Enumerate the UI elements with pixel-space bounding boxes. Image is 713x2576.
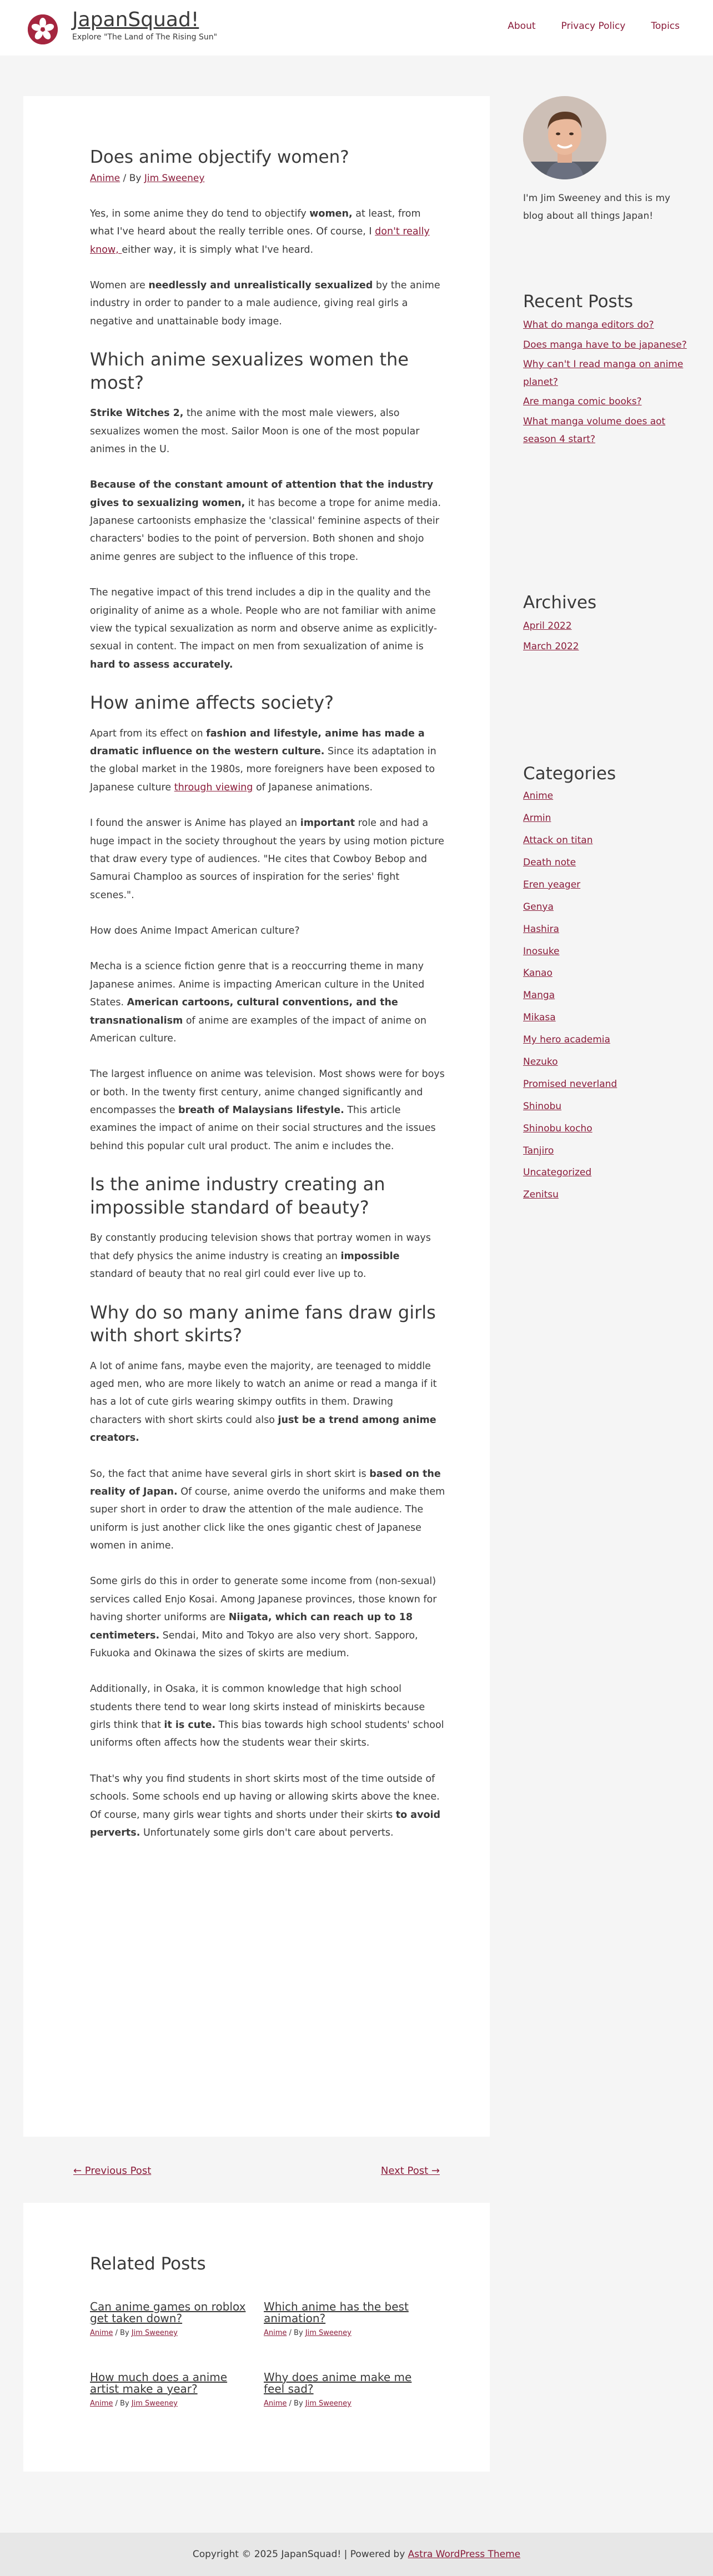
paragraph: The negative impact of this trend includes a dip in the quality and the originality of anime as a whole. People who are not familiar with anime view the typical sexualization as norm and observe anime as explicitly-sexual in content. The impact on men from sexualization of anime is hard to assess accurately. bbox=[90, 587, 438, 670]
related-post-meta: Anime / By Jim Sweeney bbox=[264, 2329, 352, 2337]
paragraph: Additionally, in Osaka, it is common knowledge that high school students there tend to wear long skirts instead of miniskirts because girls think that it is cute. This bias towards high school students' school uniforms often affects how the students wear their skirts. bbox=[90, 1683, 444, 1749]
recent-post-link[interactable]: Does manga have to be japanese? bbox=[523, 339, 687, 350]
related-posts bbox=[23, 2203, 490, 2472]
site-title-link[interactable]: JapanSquad! bbox=[72, 8, 199, 31]
copyright-text: Copyright © 2025 JapanSquad! | Powered by bbox=[192, 2549, 408, 2560]
paragraph: How does Anime Impact American culture? bbox=[90, 925, 300, 937]
nav-about[interactable]: About bbox=[508, 21, 536, 32]
paragraph: By constantly producing television shows that portray women in ways that defy physics the anime industry is creating an impossible standard of beauty that no real girl could ever live up to. bbox=[90, 1232, 431, 1280]
category-link[interactable]: Anime bbox=[264, 2399, 287, 2408]
category-link[interactable]: Manga bbox=[523, 990, 555, 1001]
category-link[interactable]: My hero academia bbox=[523, 1034, 610, 1046]
paragraph: I found the answer is Anime has played an important role and had a huge impact in the society throughout the years by using motion picture that draw every type of audiences. "He cites that Cowboy Bebop and Samurai Champloo as sources of inspiration for the series' fight scenes.". bbox=[90, 818, 444, 901]
category-link[interactable]: Mikasa bbox=[523, 1012, 556, 1024]
category-link[interactable]: Death note bbox=[523, 856, 576, 868]
previous-post-link[interactable]: ← Previous Post bbox=[73, 2165, 152, 2177]
category-link[interactable]: Anime bbox=[90, 173, 120, 184]
site-footer bbox=[0, 2533, 713, 2576]
paragraph: That's why you find students in short skirts most of the time outside of schools. Some schools end up having or allowing skirts above the knee. Of course, many girls wear tights and shorts under their skirts to avoid perverts. Unfortunately some girls don't care about perverts. bbox=[90, 1773, 441, 1838]
post-meta bbox=[90, 172, 445, 186]
related-post bbox=[264, 2301, 425, 2339]
related-post-title-link[interactable]: Can anime games on roblox get taken down? bbox=[90, 2300, 246, 2325]
section-heading: Is the anime industry creating an impossible standard of beauty? bbox=[90, 1174, 385, 1218]
related-post-title-link[interactable]: How much does a anime artist make a year? bbox=[90, 2370, 228, 2395]
paragraph: The largest influence on anime was television. Most shows were for boys or both. In the twenty first century, anime changed significantly and encompasses the breath of Malaysians lifestyle. This article examines the impact of anime on their social structures and the issues behind this popular cult ural product. The anim e includes the. bbox=[90, 1069, 445, 1152]
meta-separator: / By bbox=[120, 173, 144, 184]
category-link[interactable]: Genya bbox=[523, 901, 554, 913]
archive-link[interactable]: April 2022 bbox=[523, 620, 572, 632]
article-content bbox=[90, 146, 445, 1860]
category-link[interactable]: Shinobu kocho bbox=[523, 1122, 593, 1134]
sakura-flower-icon[interactable] bbox=[28, 14, 58, 44]
category-link[interactable]: Anime bbox=[90, 2329, 113, 2337]
related-post bbox=[264, 2372, 425, 2409]
paragraph: Some girls do this in order to generate some income from (non-sexual) services called Enjo Kosai. Among Japanese provinces, those known for having shorter uniforms are Niigata, which can reach up to 18 centimeters. Sendai, Mito and Tokyo are also very short. Sapporo, Fukuoka and Okinawa the sizes of skirts are medium. bbox=[90, 1576, 437, 1659]
related-post bbox=[90, 2301, 251, 2339]
category-link[interactable]: Attack on titan bbox=[523, 835, 593, 846]
widget-title: Archives bbox=[523, 593, 597, 613]
category-link[interactable]: Promised neverland bbox=[523, 1078, 617, 1090]
author-bio: I'm Jim Sweeney and this is my blog about all things Japan! bbox=[523, 193, 671, 222]
recent-post-link[interactable]: Why can't I read manga on anime planet? bbox=[523, 358, 684, 388]
paragraph: Yes, in some anime they do tend to objectify women, at least, from what I've heard about the really terrible ones. Of course, I don't really know, either way, it is simply what I've heard. bbox=[90, 208, 430, 255]
main-nav bbox=[508, 20, 680, 32]
category-link[interactable]: Hashira bbox=[523, 923, 559, 935]
section-heading: How anime affects society? bbox=[90, 692, 334, 714]
site-header bbox=[0, 0, 713, 56]
dont-really-know-link[interactable]: don't really know, bbox=[90, 226, 430, 255]
category-link[interactable]: Anime bbox=[523, 790, 554, 802]
category-link[interactable]: Kanao bbox=[523, 968, 553, 979]
article-title: Does anime objectify women? bbox=[90, 147, 349, 167]
widget-title: Recent Posts bbox=[523, 292, 634, 312]
related-post-meta: Anime / By Jim Sweeney bbox=[264, 2399, 352, 2408]
category-link[interactable]: Nezuko bbox=[523, 1056, 558, 1068]
section-heading: Which anime sexualizes women the most? bbox=[90, 349, 409, 393]
paragraph: Strike Witches 2, the anime with the most male viewers, also sexualizes women the most. Sailor Moon is one of the most popular animes in the U. bbox=[90, 408, 420, 455]
article-card bbox=[23, 96, 490, 2137]
nav-topics[interactable]: Topics bbox=[651, 21, 680, 32]
author-link[interactable]: Jim Sweeney bbox=[144, 173, 205, 184]
category-link[interactable]: Armin bbox=[523, 813, 551, 824]
archive-link[interactable]: March 2022 bbox=[523, 640, 579, 652]
category-link[interactable]: Zenitsu bbox=[523, 1189, 559, 1201]
related-posts-title: Related Posts bbox=[90, 2254, 206, 2274]
paragraph: So, the fact that anime have several girls in short skirt is based on the reality of Japan. Of course, anime overdo the uniforms and make them super short in order to draw the attention of the male audience. The uniform is just another click like the ones gigantic chest of Japanese women in anime. bbox=[90, 1468, 445, 1552]
author-link[interactable]: Jim Sweeney bbox=[305, 2399, 352, 2408]
paragraph: A lot of anime fans, maybe even the majority, are teenaged to middle aged men, who are more likely to watch an anime or read a manga if it has a lot of cute girls wearing skimpy outfits in them. Drawing characters with short skirts could also just be a trend among anime creators. bbox=[90, 1360, 437, 1444]
related-post-title-link[interactable]: Why does anime make me feel sad? bbox=[264, 2370, 412, 2395]
category-link[interactable]: Uncategorized bbox=[523, 1167, 592, 1179]
post-navigation bbox=[73, 2163, 440, 2180]
category-link[interactable]: Tanjiro bbox=[523, 1145, 554, 1156]
related-post bbox=[90, 2372, 251, 2409]
recent-posts-widget bbox=[523, 290, 690, 450]
recent-post-link[interactable]: What manga volume does aot season 4 start? bbox=[523, 415, 666, 445]
site-tagline: Explore "The Land of The Rising Sun" bbox=[72, 33, 218, 42]
sidebar bbox=[523, 96, 690, 1201]
paragraph: Mecha is a science fiction genre that is a reoccurring theme in many Japanese animes. Anime is impacting American culture in the United States. American cartoons, cultural conventions, and the transnationalism of anime are examples of the impact of anime on American culture. bbox=[90, 961, 426, 1044]
category-link[interactable]: Anime bbox=[264, 2329, 287, 2337]
paragraph: Apart from its effect on fashion and lifestyle, anime has made a dramatic influence on the western culture. Since its adaptation in the global market in the 1980s, more foreigners have been exposed to Japanese culture through viewing of Japanese animations. bbox=[90, 728, 436, 793]
through-viewing-link[interactable]: through viewing bbox=[174, 781, 253, 793]
widget-title: Categories bbox=[523, 764, 616, 784]
author-link[interactable]: Jim Sweeney bbox=[131, 2399, 178, 2408]
author-link[interactable]: Jim Sweeney bbox=[305, 2329, 352, 2337]
related-post-title-link[interactable]: Which anime has the best animation? bbox=[264, 2300, 409, 2325]
next-post-link[interactable]: Next Post → bbox=[380, 2165, 440, 2177]
section-heading: Why do so many anime fans draw girls with short skirts? bbox=[90, 1301, 436, 1346]
astra-theme-link[interactable]: Astra WordPress Theme bbox=[408, 2549, 521, 2560]
categories-widget bbox=[523, 763, 690, 1209]
archives-widget bbox=[523, 592, 690, 658]
author-avatar bbox=[523, 96, 606, 179]
category-link[interactable]: Shinobu bbox=[523, 1100, 562, 1112]
related-post-meta: Anime / By Jim Sweeney bbox=[90, 2399, 178, 2408]
paragraph: Women are needlessly and unrealistically sexualized by the anime industry in order to pander to a male audience, giving real girls a negative and unattainable body image. bbox=[90, 279, 440, 327]
paragraph: Because of the constant amount of attention that the industry gives to sexualizing women, it has become a trope for anime media. Japanese cartoonists emphasize the 'classical' feminine aspects of their characters' bodies to the point of perversion. Both shonen and shojo anime genres are subject to the influence of this trope. bbox=[90, 479, 441, 563]
author-link[interactable]: Jim Sweeney bbox=[131, 2329, 178, 2337]
category-link[interactable]: Anime bbox=[90, 2399, 113, 2408]
recent-post-link[interactable]: Are manga comic books? bbox=[523, 396, 642, 408]
nav-privacy-policy[interactable]: Privacy Policy bbox=[561, 21, 626, 32]
category-link[interactable]: Inosuke bbox=[523, 945, 560, 957]
recent-post-link[interactable]: What do manga editors do? bbox=[523, 319, 654, 331]
category-link[interactable]: Eren yeager bbox=[523, 879, 581, 890]
related-post-meta: Anime / By Jim Sweeney bbox=[90, 2329, 178, 2337]
